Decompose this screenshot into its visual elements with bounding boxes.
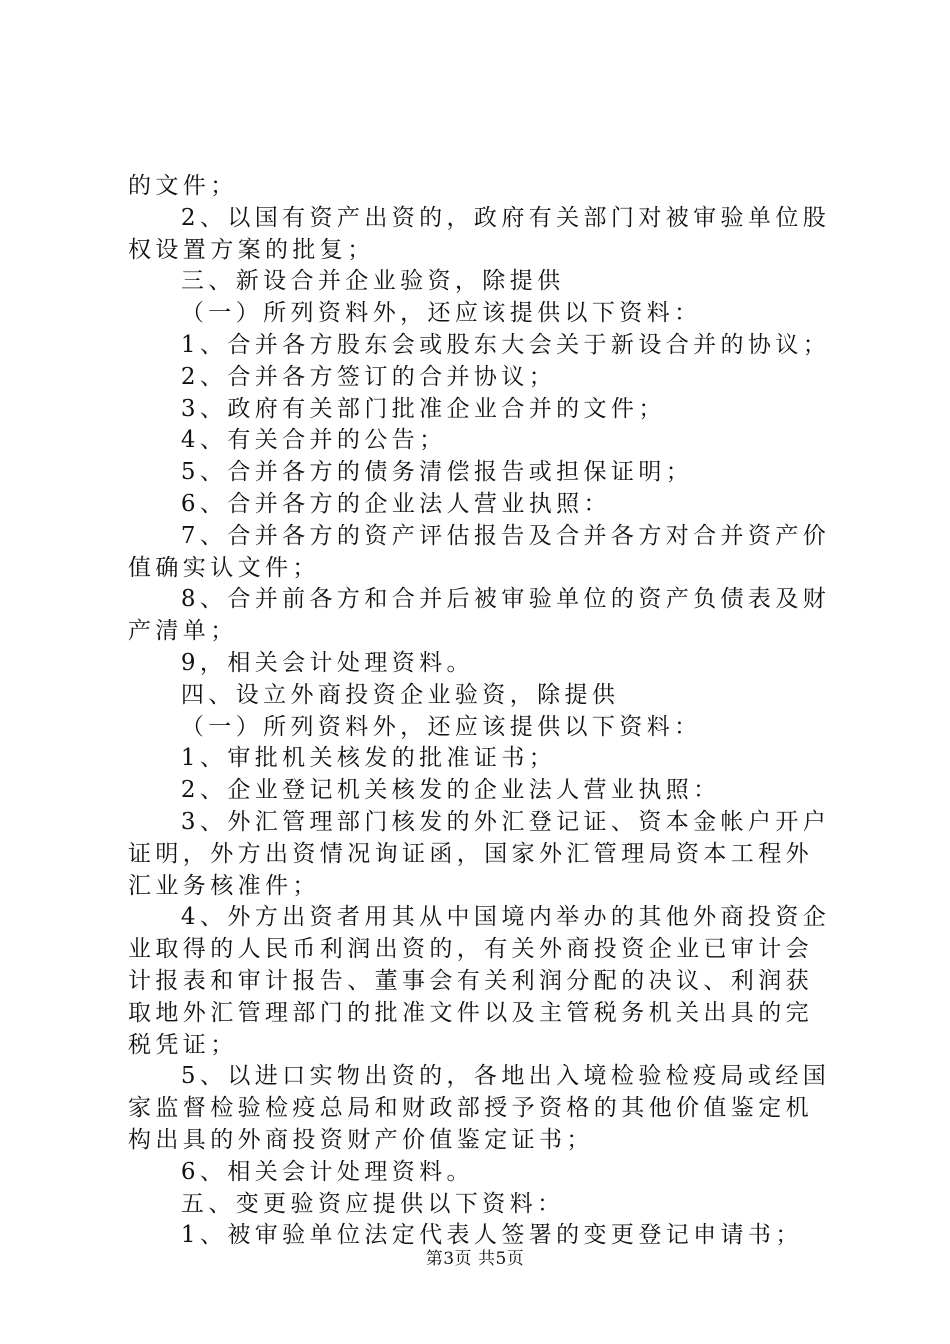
page-number-footer: 第3页 共5页 [425,1249,525,1269]
paragraph: 2、以国有资产出资的，政府有关部门对被审验单位股权设置方案的批复； [128,204,831,263]
list-item: 3、政府有关部门批准企业合并的文件； [180,395,666,422]
list-item: 8、合并前各方和合并后被审验单位的资产负债表及财产清单； [128,586,831,645]
paragraph: （一）所列资料外，还应该提供以下资料： [180,713,702,740]
list-item: 6、相关会计处理资料。 [180,1158,474,1185]
document-body [128,171,840,1252]
list-item: 7、合并各方的资产评估报告及合并各方对合并资产价值确实认文件； [128,522,831,581]
list-item: 5、以进口实物出资的，各地出入境检验检疫局或经国家监督检验检疫总局和财政部授予资格的其他价值鉴定机构出具的外商投资财产价值鉴定证书； [128,1063,831,1153]
list-item: 4、外方出资者用其从中国境内举办的其他外商投资企业取得的人民币利润出资的，有关外商投资企业已审计会计报表和审计报告、董事会有关利润分配的决议、利润获取地外汇管理部门的批准文件以及主管税务机关出具的完税凭证； [128,904,831,1058]
paragraph: 的文件； [128,173,238,199]
list-item: 5、合并各方的债务清偿报告或担保证明； [180,459,694,486]
section-heading: 五、变更验资应提供以下资料： [180,1190,565,1217]
list-item: 1、审批机关核发的批准证书； [180,745,557,772]
list-item: 2、合并各方签订的合并协议； [180,363,557,390]
list-item: 3、外汇管理部门核发的外汇登记证、资本金帐户开户证明，外方出资情况询证函，国家外汇管理局资本工程外汇业务核准件； [128,808,831,899]
list-item: 6、合并各方的企业法人营业执照： [180,490,611,517]
list-item: 9，相关会计处理资料。 [180,649,474,676]
list-item: 1、合并各方股东会或股东大会关于新设合并的协议； [180,331,831,358]
paragraph: （一）所列资料外，还应该提供以下资料： [180,300,702,327]
section-heading: 三、新设合并企业验资，除提供 [180,268,565,295]
list-item: 1、被审验单位法定代表人签署的变更登记申请书； [180,1222,803,1249]
list-item: 2、企业登记机关核发的企业法人营业执照： [180,777,721,804]
section-heading: 四、设立外商投资企业验资，除提供 [180,681,620,708]
list-item: 4、有关合并的公告； [180,427,447,454]
